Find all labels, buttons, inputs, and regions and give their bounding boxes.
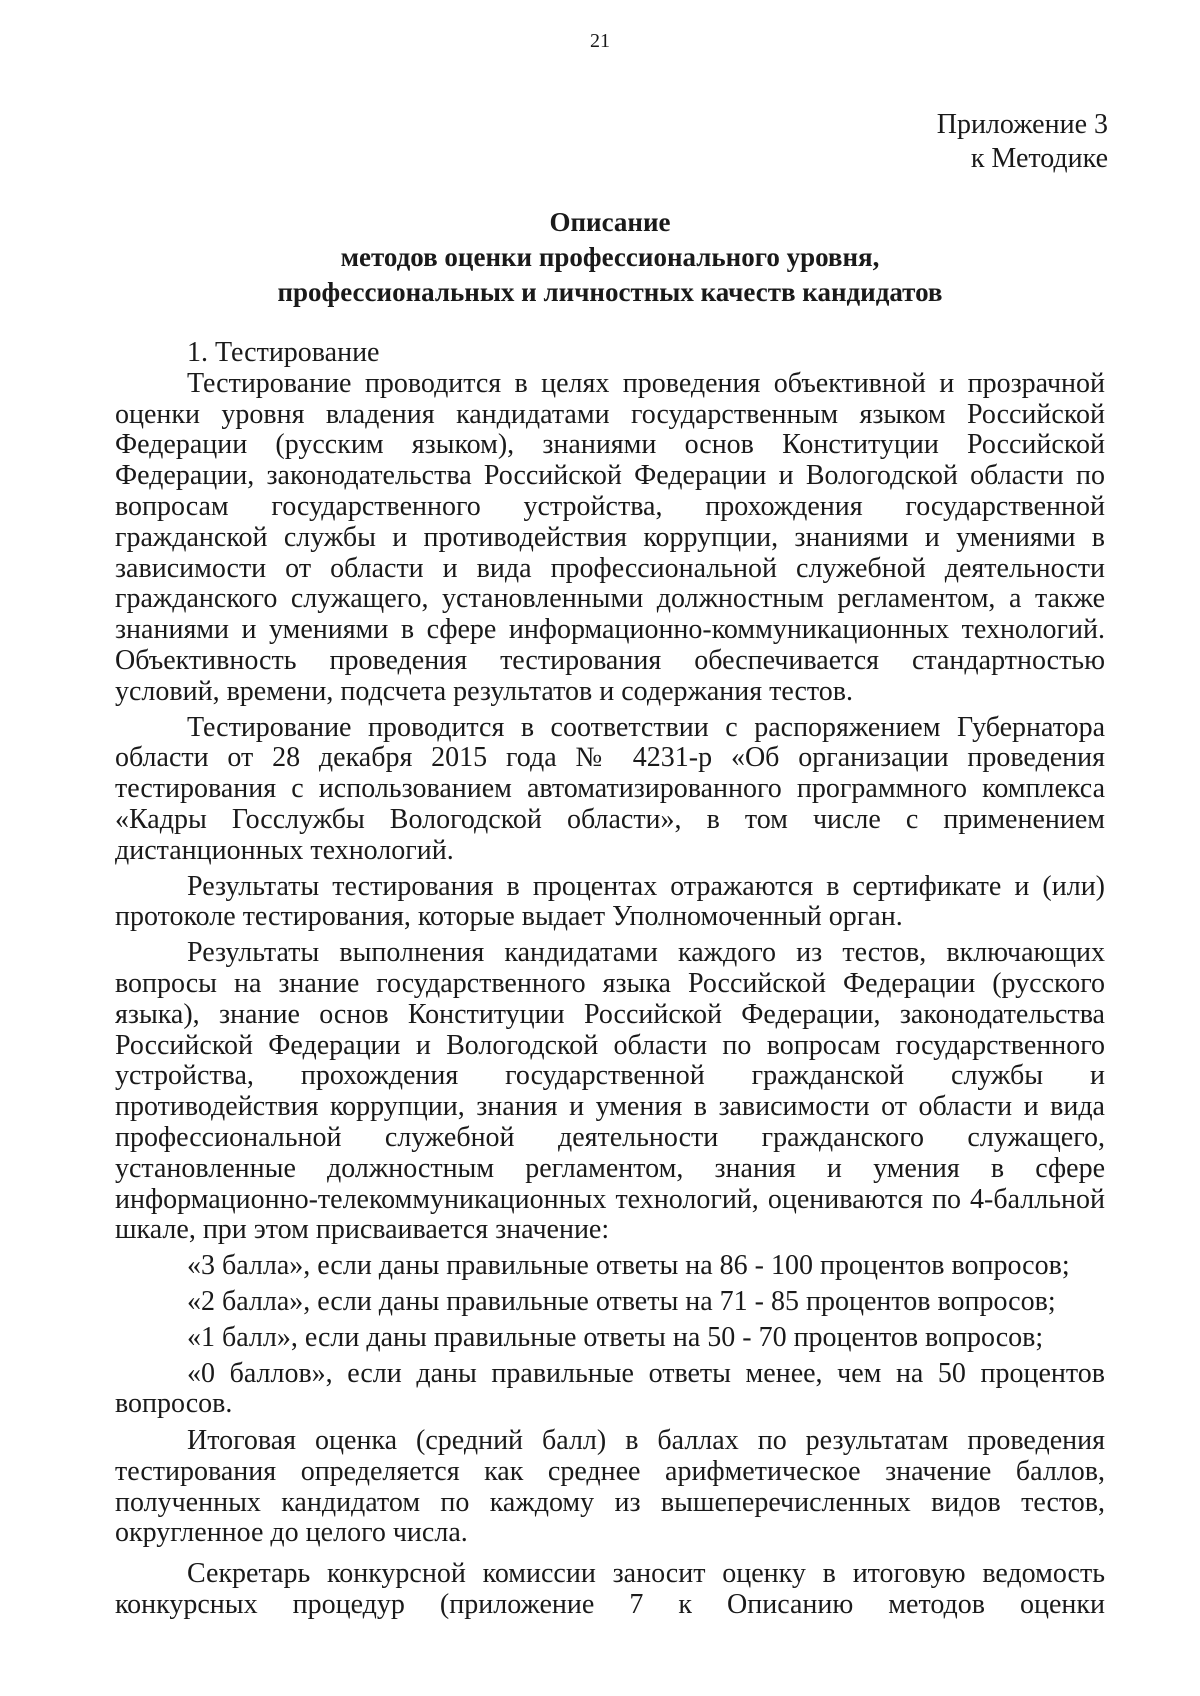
title-line: профессиональных и личностных качеств кандидатов — [277, 277, 943, 307]
paragraph: Секретарь конкурсной комиссии заносит оценку в итоговую ведомость конкурсных процедур (приложение 7 к Описанию методов оценки — [115, 1558, 1105, 1621]
page-number: 21 — [590, 30, 610, 52]
list-item: «1 балл», если даны правильные ответы на 50 - 70 процентов вопросов; — [187, 1321, 1044, 1353]
appendix-reference — [937, 108, 1108, 176]
list-item: «0 баллов», если даны правильные ответы менее, чем на 50 процентов вопросов. — [115, 1357, 1105, 1420]
title-line: Описание — [549, 207, 671, 237]
paragraph: Результаты выполнения кандидатами каждого из тестов, включающих вопросы на знание государственного языка Российской Федерации (русского языка), знание основ Конституции Российской Федерации, законодательства Российской Федерации и Вологодской области по вопросам государственного устройства, прохождения государственной гражданской службы и противодействия коррупции, знания и умения в зависимости от области и вида профессиональной служебной деятельности гражданского служащего, установленные должностным регламентом, знания и умения в сфере информационно-телекоммуникационных технологий, оцениваются по 4-балльной шкале, при этом присваивается значение: — [115, 937, 1105, 1246]
paragraph: Тестирование проводится в целях проведения объективной и прозрачной оценки уровня владения кандидатами государственным языком Российской Федерации (русским языком), знаниями основ Конституции Российской Федерации, законодательства Российской Федерации и Вологодской области по вопросам государственного устройства, прохождения государственной гражданской службы и противодействия коррупции, знаниями и умениями в зависимости от области и вида профессиональной служебной деятельности гражданского служащего, установленными должностным регламентом, а также знаниями и умениями в сфере информационно-коммуникационных технологий. Объективность проведения тестирования обеспечивается стандартностью условий, времени, подсчета результатов и содержания тестов. — [115, 367, 1105, 707]
title-line: методов оценки профессионального уровня, — [340, 242, 880, 272]
paragraph: Результаты тестирования в процентах отражаются в сертификате и (или) протоколе тестирования, которые выдает Уполномоченный орган. — [115, 870, 1105, 933]
list-item: «3 балла», если даны правильные ответы на 86 - 100 процентов вопросов; — [187, 1250, 1070, 1282]
appendix-line: Приложение 3 — [936, 109, 1108, 140]
list-item: «2 балла», если даны правильные ответы на 71 - 85 процентов вопросов; — [187, 1285, 1056, 1317]
document-title — [115, 205, 1105, 310]
paragraph: Итоговая оценка (средний балл) в баллах по результатам проведения тестирования определяется как среднее арифметическое значение баллов, полученных кандидатом по каждому из вышеперечисленных видов тестов, округленное до целого числа. — [115, 1425, 1105, 1549]
section-heading: 1. Тестирование — [187, 337, 380, 368]
paragraph: Тестирование проводится в соответствии с распоряжением Губернатора области от 28 декабря 2015 года № 4231-р «Об организации проведения тестирования с использованием автоматизированного программного комплекса «Кадры Госслужбы Вологодской области», в том числе с применением дистанционных технологий. — [115, 711, 1105, 866]
appendix-line: к Методике — [970, 143, 1108, 174]
document-body — [115, 338, 1105, 1621]
